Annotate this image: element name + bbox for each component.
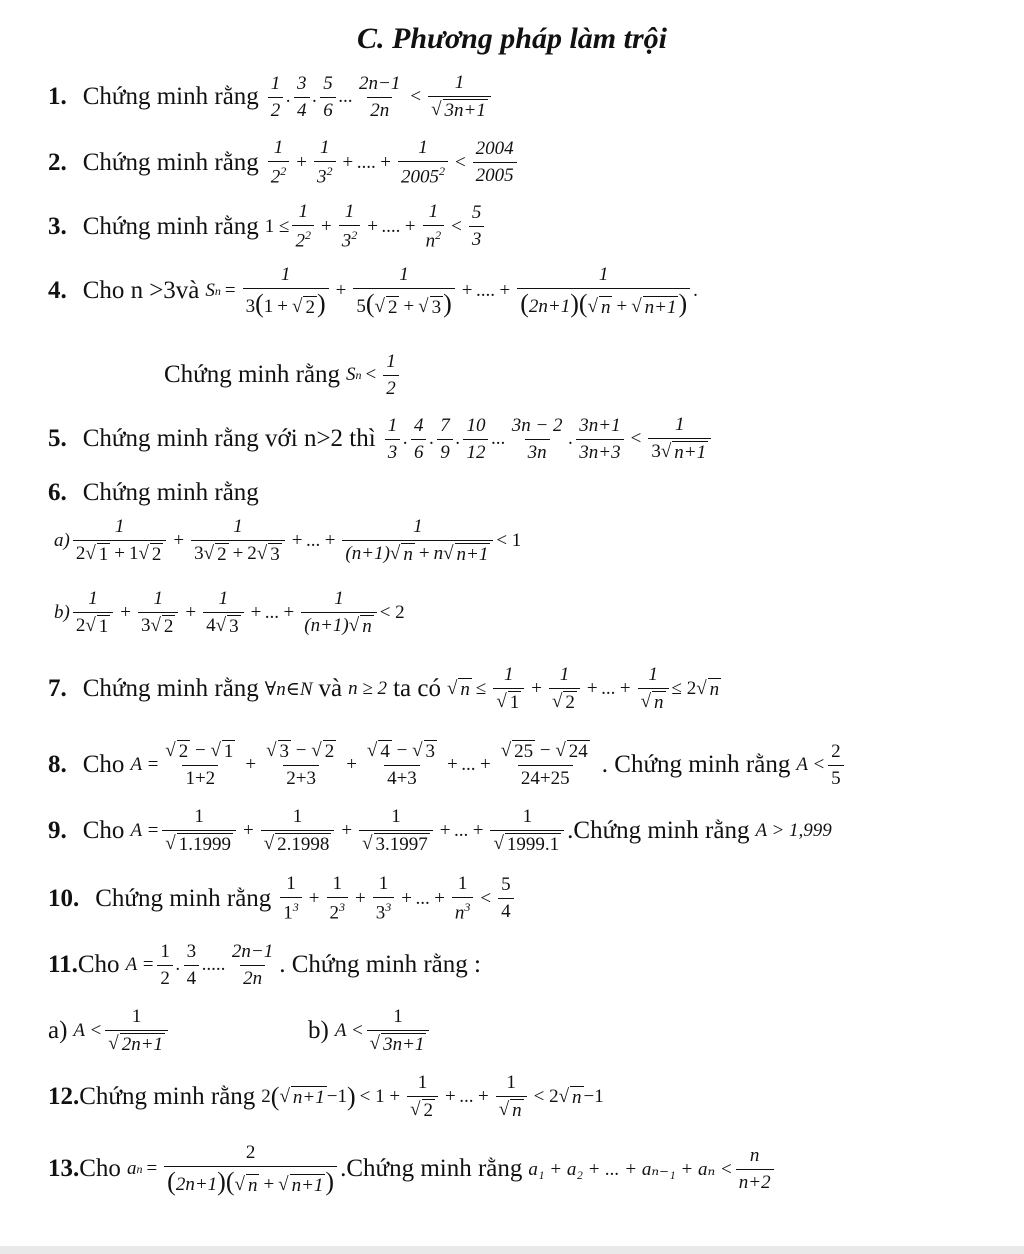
problem-4: 4. Cho n >3và S n = 1 3(1 + √ 2 ) + 1 5( √ 2 + √ 3 ) + .... + 1 (2n+1)( √ n + √ n+1 ) . — [48, 263, 698, 318]
problem-5: 5. Chứng minh rằng với n>2 thì $\frac{1}{3}$ . $\frac{4}{6}$ . $\frac{7}{9}$ . $\frac{10}{12}$ ... $\frac{3n - 2}{3n}$ . $\frac{3n+1}{3n+3}$ < 1 3 √ n+1 — [48, 404, 714, 474]
problem-3: 3. Chứng minh rằng 1 ≤ $\frac{1}{2^2}$ + $\frac{1}{3^2}$ + .... + $\frac{1}{n^2}$ < $\frac{5}{3}$ — [48, 192, 487, 262]
problem-13: 13. Cho a n = 2 (2n+1)( √ n + √ n+1 ) .Chứng minh rằng a₁ + a₂ + ... + aₙ₋₁ + aₙ < $\frac{n}{n+2}$ — [48, 1134, 777, 1204]
problem-2: 2. Chứng minh rằng $\frac{1}{2^2}$ + $\frac{1}{3^2}$ + .... + $\frac{1}{2005^2}$ < $\frac{2004}{2005}$ — [48, 128, 520, 198]
problem-10: 10. Chứng minh rằng $\frac{1}{1^3}$ + $\frac{1}{2^3}$ + $\frac{1}{3^3}$ + ... + $\frac{1}{n^3}$ < $\frac{5}{4}$ — [48, 864, 517, 934]
problem-7: 7. Chứng minh rằng ∀n∈N và n ≥ 2 ta có √ n ≤ 1 √ 1 + 1 √ 2 + ... + 1 √ n ≤ 2 √ n — [48, 664, 720, 713]
problem-10-formula: $\frac{1}{1^3}$ + $\frac{1}{2^3}$ + $\frac{1}{3^3}$ + ... + $\frac{1}{n^3}$ < $\frac{5}{4}$ — [277, 873, 516, 924]
problem-4-claim: Chứng minh rằng S n < $\frac{1}{2}$ — [158, 340, 402, 410]
problem-9: 9. Cho A = 1 √ 1.1999 + 1 √ 2.1998 + 1 √ 3.1997 + ... + 1 √ 1999.1 .Chứng minh rằng A > 1,999 — [48, 806, 832, 855]
problem-8-formula: A = √ 2 − √ 1 1+2 + √ 3 − √ 2 2+3 + √ 4 − √ 3 4+3 + ... + √ 25 − √ 24 24+25 — [130, 740, 588, 789]
section-title: C. Phương pháp làm trội — [357, 22, 667, 55]
problem-12: 12. Chứng minh rằng 2 ( √ n+1 −1 ) < 1 + 1 √ 2 + ... + 1 √ n < 2 √ n −1 — [48, 1072, 604, 1121]
problem-7-formula: √ n ≤ 1 √ 1 + 1 √ 2 + ... + 1 √ n ≤ 2 √ n — [446, 664, 720, 713]
problem-6: 6. Chứng minh rằng — [48, 479, 259, 506]
problem-1-formula: $\frac{1}{2}$ . $\frac{3}{4}$ . $\frac{5}{6}$ ... $\frac{2n-1}{2n}$ < 1 √ 3n+1 — [265, 72, 494, 122]
problem-11a: a) A < 1 √ 2n+1 — [48, 996, 171, 1066]
problem-2-formula: $\frac{1}{2^2}$ + $\frac{1}{3^2}$ + .... + $\frac{1}{2005^2}$ < $\frac{2004}{2005}$ — [265, 137, 520, 188]
problem-6b: b) 1 2 √ 1 + 1 3 √ 2 + 1 4 √ 3 + ... + 1 (n+1) √ n < 2 — [54, 588, 405, 637]
problem-11b: b) A < 1 √ 3n+1 — [308, 996, 432, 1066]
problem-9-formula: A = 1 √ 1.1999 + 1 √ 2.1998 + 1 √ 3.1997 + ... + 1 √ 1999.1 — [130, 806, 567, 856]
problem-4-formula: S n = 1 3(1 + √ 2 ) + 1 5( √ 2 + √ 3 ) + .... + 1 (2n+1)( √ n + √ n+1 ) . — [205, 263, 698, 318]
problem-8: 8. Cho A = √ 2 − √ 1 1+2 + √ 3 − √ 2 2+3 + √ 4 − √ 3 4+3 + ... + √ 25 − √ 24 24+25 . Chứng minh rằng A < $\frac{2}{5}$ — [48, 730, 847, 800]
problem-11: 11. Cho A = $\frac{1}{2}$ . $\frac{3}{4}$ ..... $\frac{2n-1}{2n}$ . Chứng minh rằng : — [48, 940, 481, 989]
problem-12-formula: 2 ( √ n+1 −1 ) < 1 + 1 √ 2 + ... + 1 √ n < 2 √ n −1 — [261, 1072, 604, 1121]
problem-6a: a) 1 2 √ 1 + 1 √ 2 + 1 3 √ 2 + 2 √ 3 + ... + 1 (n+1) √ n + n √ n+1 < 1 — [54, 516, 522, 565]
problem-3-formula: 1 ≤ $\frac{1}{2^2}$ + $\frac{1}{3^2}$ + .... + $\frac{1}{n^2}$ < $\frac{5}{3}$ — [265, 201, 488, 252]
problem-11-formula: A = $\frac{1}{2}$ . $\frac{3}{4}$ ..... $\frac{2n-1}{2n}$ — [125, 940, 274, 989]
problem-13-formula: a n = 2 (2n+1)( √ n + √ n+1 ) — [127, 1142, 340, 1197]
problem-1: 1. Chứng minh rằng $\frac{1}{2}$ . $\frac{3}{4}$ . $\frac{5}{6}$ ... $\frac{2n-1}{2n}$ < 1 √ 3n+1 — [48, 62, 494, 132]
page-bottom-edge — [0, 1246, 1024, 1254]
problem-5-formula: $\frac{1}{3}$ . $\frac{4}{6}$ . $\frac{7}{9}$ . $\frac{10}{12}$ ... $\frac{3n - 2}{3n}$ . $\frac{3n+1}{3n+3}$ < 1 3 √ n+1 — [382, 414, 714, 464]
